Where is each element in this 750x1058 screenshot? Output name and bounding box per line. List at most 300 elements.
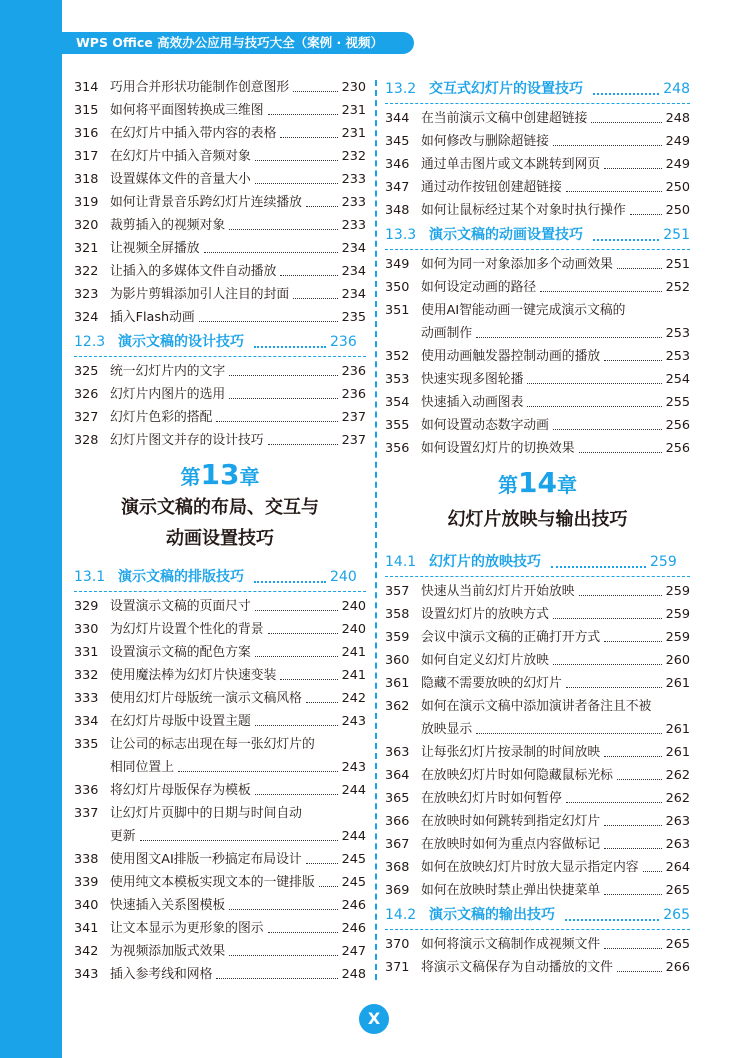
entry-number: 335 bbox=[74, 737, 99, 752]
leader-dots bbox=[268, 932, 338, 933]
toc-entry[interactable] bbox=[74, 687, 366, 710]
toc-entry[interactable] bbox=[74, 710, 366, 733]
entry-title: 插入Flash动画 bbox=[110, 310, 195, 325]
section-page: 248 bbox=[663, 81, 690, 97]
toc-entry[interactable] bbox=[385, 391, 690, 414]
leader-dots bbox=[593, 93, 659, 95]
entry-page: 244 bbox=[341, 829, 366, 844]
entry-number: 330 bbox=[74, 622, 99, 637]
entry-page: 253 bbox=[665, 349, 690, 364]
entry-number: 315 bbox=[74, 103, 99, 118]
chapter-label bbox=[74, 458, 366, 492]
entry-number: 349 bbox=[385, 257, 410, 272]
entry-number: 339 bbox=[74, 875, 99, 890]
entry-page: 237 bbox=[341, 433, 366, 448]
entry-page: 236 bbox=[341, 387, 366, 402]
entry-number: 341 bbox=[74, 921, 99, 936]
entry-number: 316 bbox=[74, 126, 99, 141]
entry-page: 259 bbox=[665, 630, 690, 645]
chapter-title: 动画设置技巧 bbox=[166, 528, 274, 549]
toc-entry[interactable] bbox=[74, 894, 366, 917]
section-title: 幻灯片的放映技巧 bbox=[429, 554, 541, 570]
entry-number: 329 bbox=[74, 599, 99, 614]
page-number-badge: X bbox=[359, 1004, 389, 1034]
toc-entry[interactable] bbox=[74, 383, 366, 406]
entry-number: 363 bbox=[385, 745, 410, 760]
entry-number: 332 bbox=[74, 668, 99, 683]
leader-dots bbox=[229, 229, 337, 230]
toc-entry[interactable] bbox=[74, 122, 366, 145]
toc-entry-continued[interactable] bbox=[385, 322, 690, 345]
entry-title: 在放映时如何跳转到指定幻灯片 bbox=[421, 814, 601, 829]
page-edge-bar bbox=[0, 0, 62, 1058]
toc-entry[interactable] bbox=[74, 917, 366, 940]
leader-dots bbox=[268, 114, 338, 115]
entry-number: 320 bbox=[74, 218, 99, 233]
entry-page: 244 bbox=[341, 783, 366, 798]
toc-entry[interactable] bbox=[385, 956, 690, 979]
toc-entry[interactable] bbox=[385, 199, 690, 222]
toc-entry[interactable] bbox=[74, 871, 366, 894]
entry-number: 333 bbox=[74, 691, 99, 706]
entry-page: 234 bbox=[341, 264, 366, 279]
entry-number: 331 bbox=[74, 645, 99, 660]
entry-title: 如何将演示文稿制作成视频文件 bbox=[421, 937, 601, 952]
entry-page: 266 bbox=[665, 960, 690, 975]
leader-dots bbox=[553, 618, 662, 619]
entry-title: 如何设置动态数字动画 bbox=[421, 418, 549, 433]
entry-page: 249 bbox=[665, 134, 690, 149]
entry-number: 353 bbox=[385, 372, 410, 387]
entry-title: 通过动作按钮创建超链接 bbox=[421, 180, 562, 195]
section-number: 12.3 bbox=[74, 334, 106, 350]
entry-page: 256 bbox=[665, 441, 690, 456]
section-title: 演示文稿的动画设置技巧 bbox=[429, 227, 583, 243]
entry-title: 快速实现多图轮播 bbox=[421, 372, 524, 387]
entry-title: 如何设置幻灯片的切换效果 bbox=[421, 441, 575, 456]
section-title: 演示文稿的排版技巧 bbox=[118, 569, 244, 585]
entry-page: 241 bbox=[341, 645, 366, 660]
toc-list bbox=[385, 933, 690, 979]
toc-entry[interactable] bbox=[385, 414, 690, 437]
leader-dots bbox=[604, 894, 661, 895]
section-title: 演示文稿的输出技巧 bbox=[429, 907, 555, 923]
entry-page: 250 bbox=[665, 180, 690, 195]
toc-entry[interactable] bbox=[74, 802, 366, 825]
entry-title: 在幻灯片中插入音频对象 bbox=[110, 149, 251, 164]
chapter-prefix: 第 bbox=[180, 465, 201, 489]
entry-page: 243 bbox=[341, 714, 366, 729]
entry-page: 265 bbox=[665, 937, 690, 952]
toc-entry[interactable] bbox=[385, 672, 690, 695]
toc-entry[interactable] bbox=[74, 260, 366, 283]
toc-entry-continued[interactable] bbox=[74, 756, 366, 779]
toc-entry[interactable] bbox=[74, 283, 366, 306]
toc-right-column bbox=[385, 76, 690, 979]
leader-dots bbox=[280, 679, 337, 680]
toc-entry[interactable] bbox=[74, 99, 366, 122]
section-number: 13.1 bbox=[74, 569, 106, 585]
column-divider bbox=[375, 80, 377, 980]
toc-entry[interactable] bbox=[74, 848, 366, 871]
leader-dots bbox=[229, 909, 337, 910]
leader-dots bbox=[604, 948, 661, 949]
toc-list bbox=[385, 253, 690, 299]
leader-dots bbox=[306, 206, 338, 207]
leader-dots bbox=[306, 702, 338, 703]
toc-entry[interactable] bbox=[74, 963, 366, 986]
entry-page: 249 bbox=[665, 157, 690, 172]
entry-title: 如何让鼠标经过某个对象时执行操作 bbox=[421, 203, 626, 218]
toc-entry-continued[interactable] bbox=[74, 825, 366, 848]
entry-title: 快速从当前幻灯片开始放映 bbox=[421, 584, 575, 599]
leader-dots bbox=[229, 398, 337, 399]
entry-number: 321 bbox=[74, 241, 99, 256]
leader-dots bbox=[319, 886, 338, 887]
entry-title: 幻灯片色彩的搭配 bbox=[110, 410, 213, 425]
entry-title: 让公司的标志出现在每一张幻灯片的 bbox=[110, 737, 315, 752]
entry-number: 357 bbox=[385, 584, 410, 599]
entry-title: 如何为同一对象添加多个动画效果 bbox=[421, 257, 613, 272]
entry-title: 动画制作 bbox=[421, 326, 473, 341]
toc-entry[interactable] bbox=[385, 603, 690, 626]
leader-dots bbox=[178, 771, 338, 772]
entry-title: 如何让背景音乐跨幻灯片连续播放 bbox=[110, 195, 302, 210]
leader-dots bbox=[255, 160, 338, 161]
toc-entry[interactable] bbox=[74, 306, 366, 329]
leader-dots bbox=[306, 863, 338, 864]
entry-title: 隐藏不需要放映的幻灯片 bbox=[421, 676, 562, 691]
entry-number: 348 bbox=[385, 203, 410, 218]
toc-entry[interactable] bbox=[385, 437, 690, 460]
entry-page: 264 bbox=[665, 860, 690, 875]
entry-page: 261 bbox=[665, 676, 690, 691]
leader-dots bbox=[540, 291, 661, 292]
entry-number: 361 bbox=[385, 676, 410, 691]
entry-number: 314 bbox=[74, 80, 99, 95]
toc-entry[interactable] bbox=[385, 856, 690, 879]
leader-dots bbox=[255, 794, 338, 795]
entry-page: 233 bbox=[341, 218, 366, 233]
entry-number: 343 bbox=[74, 967, 99, 982]
entry-number: 369 bbox=[385, 883, 410, 898]
entry-page: 263 bbox=[665, 837, 690, 852]
toc-entry[interactable] bbox=[74, 733, 366, 756]
leader-dots bbox=[604, 848, 661, 849]
section-page: 259 bbox=[650, 554, 677, 570]
section-title: 演示文稿的设计技巧 bbox=[118, 334, 244, 350]
chapter-heading bbox=[385, 466, 690, 535]
leader-dots bbox=[216, 978, 337, 979]
entry-title: 统一幻灯片内的文字 bbox=[110, 364, 226, 379]
leader-dots bbox=[229, 955, 337, 956]
entry-page: 231 bbox=[341, 126, 366, 141]
entry-title: 如何修改与删除超链接 bbox=[421, 134, 549, 149]
entry-title: 如何在放映时禁止弹出快捷菜单 bbox=[421, 883, 601, 898]
entry-page: 245 bbox=[341, 852, 366, 867]
toc-entry[interactable] bbox=[74, 360, 366, 383]
entry-title: 让幻灯片页脚中的日期与时间自动 bbox=[110, 806, 302, 821]
chapter-title: 演示文稿的布局、交互与 bbox=[121, 497, 319, 518]
entry-number: 365 bbox=[385, 791, 410, 806]
toc-list bbox=[385, 107, 690, 222]
leader-dots bbox=[566, 191, 662, 192]
toc-list bbox=[74, 595, 366, 733]
entry-title: 通过单击图片或文本跳转到网页 bbox=[421, 157, 601, 172]
entry-title: 如何在演示文稿中添加演讲者备注且不被 bbox=[421, 699, 652, 714]
entry-page: 246 bbox=[341, 921, 366, 936]
toc-entry[interactable] bbox=[385, 153, 690, 176]
entry-number: 355 bbox=[385, 418, 410, 433]
toc-entry[interactable] bbox=[385, 299, 690, 322]
entry-number: 344 bbox=[385, 111, 410, 126]
header-band bbox=[62, 0, 750, 32]
leader-dots bbox=[199, 321, 338, 322]
toc-entry[interactable] bbox=[385, 107, 690, 130]
entry-page: 261 bbox=[665, 745, 690, 760]
entry-title: 设置幻灯片的放映方式 bbox=[421, 607, 549, 622]
entry-page: 233 bbox=[341, 172, 366, 187]
entry-page: 263 bbox=[665, 814, 690, 829]
entry-title: 在当前演示文稿中创建超链接 bbox=[421, 111, 588, 126]
toc-entry[interactable] bbox=[385, 130, 690, 153]
leader-dots bbox=[565, 919, 659, 921]
toc-entry[interactable] bbox=[385, 626, 690, 649]
entry-number: 323 bbox=[74, 287, 99, 302]
entry-title: 使用纯文本模板实现文本的一键排版 bbox=[110, 875, 315, 890]
entry-title: 设置媒体文件的音量大小 bbox=[110, 172, 251, 187]
entry-number: 368 bbox=[385, 860, 410, 875]
toc-entry[interactable] bbox=[385, 345, 690, 368]
entry-page: 250 bbox=[665, 203, 690, 218]
entry-page: 259 bbox=[665, 607, 690, 622]
entry-page: 261 bbox=[665, 722, 690, 737]
chapter-prefix: 第 bbox=[498, 473, 519, 497]
entry-title: 快速插入关系图模板 bbox=[110, 898, 226, 913]
entry-title: 让插入的多媒体文件自动播放 bbox=[110, 264, 277, 279]
entry-number: 317 bbox=[74, 149, 99, 164]
toc-list bbox=[385, 345, 690, 460]
toc-section-heading[interactable] bbox=[385, 902, 690, 930]
leader-dots bbox=[293, 298, 337, 299]
toc-list bbox=[385, 741, 690, 902]
entry-page: 256 bbox=[665, 418, 690, 433]
leader-dots bbox=[255, 725, 338, 726]
leader-dots bbox=[551, 566, 646, 568]
entry-page: 255 bbox=[665, 395, 690, 410]
toc-list bbox=[74, 76, 366, 329]
entry-title: 将演示文稿保存为自动播放的文件 bbox=[421, 960, 613, 975]
entry-page: 247 bbox=[341, 944, 366, 959]
entry-title: 使用幻灯片母版统一演示文稿风格 bbox=[110, 691, 302, 706]
entry-number: 325 bbox=[74, 364, 99, 379]
toc-entry[interactable] bbox=[74, 214, 366, 237]
toc-section-heading[interactable] bbox=[385, 549, 690, 577]
entry-page: 253 bbox=[665, 326, 690, 341]
entry-page: 234 bbox=[341, 241, 366, 256]
entry-page: 243 bbox=[341, 760, 366, 775]
leader-dots bbox=[553, 664, 662, 665]
leader-dots bbox=[527, 383, 661, 384]
toc-entry[interactable] bbox=[385, 741, 690, 764]
entry-page: 252 bbox=[665, 280, 690, 295]
entry-number: 338 bbox=[74, 852, 99, 867]
toc-entry[interactable] bbox=[385, 580, 690, 603]
toc-entry[interactable] bbox=[385, 649, 690, 672]
entry-page: 248 bbox=[341, 967, 366, 982]
leader-dots bbox=[604, 360, 661, 361]
entry-number: 334 bbox=[74, 714, 99, 729]
leader-dots bbox=[643, 871, 662, 872]
entry-page: 262 bbox=[665, 791, 690, 806]
leader-dots bbox=[140, 840, 338, 841]
toc-entry[interactable] bbox=[385, 253, 690, 276]
entry-number: 371 bbox=[385, 960, 410, 975]
leader-dots bbox=[604, 756, 661, 757]
leader-dots bbox=[617, 268, 662, 269]
toc-entry[interactable] bbox=[74, 429, 366, 452]
leader-dots bbox=[255, 610, 338, 611]
entry-title: 在放映幻灯片时如何隐藏鼠标光标 bbox=[421, 768, 613, 783]
chapter-number: 14 bbox=[518, 466, 557, 499]
toc-list bbox=[385, 580, 690, 695]
entry-page: 245 bbox=[341, 875, 366, 890]
entry-page: 231 bbox=[341, 103, 366, 118]
entry-page: 241 bbox=[341, 668, 366, 683]
toc-entry[interactable] bbox=[74, 145, 366, 168]
toc-section-heading[interactable] bbox=[74, 564, 366, 592]
entry-title: 为视频添加版式效果 bbox=[110, 944, 226, 959]
toc-entry[interactable] bbox=[385, 276, 690, 299]
toc-entry[interactable] bbox=[74, 191, 366, 214]
leader-dots bbox=[604, 825, 661, 826]
entry-title: 为影片剪辑添加引人注目的封面 bbox=[110, 287, 290, 302]
toc-entry[interactable] bbox=[74, 168, 366, 191]
leader-dots bbox=[617, 779, 662, 780]
toc-entry[interactable] bbox=[74, 664, 366, 687]
leader-dots bbox=[280, 137, 337, 138]
leader-dots bbox=[566, 687, 662, 688]
leader-dots bbox=[604, 641, 661, 642]
toc-entry[interactable] bbox=[74, 76, 366, 99]
toc-entry[interactable] bbox=[74, 406, 366, 429]
chapter-suffix: 章 bbox=[239, 465, 260, 489]
leader-dots bbox=[579, 452, 662, 453]
entry-number: 347 bbox=[385, 180, 410, 195]
entry-number: 354 bbox=[385, 395, 410, 410]
leader-dots bbox=[593, 239, 659, 241]
entry-title: 幻灯片内图片的选用 bbox=[110, 387, 226, 402]
toc-entry[interactable] bbox=[385, 764, 690, 787]
entry-title: 使用图文AI排版一秒搞定布局设计 bbox=[110, 852, 302, 867]
entry-title: 在幻灯片母版中设置主题 bbox=[110, 714, 251, 729]
leader-dots bbox=[476, 337, 661, 338]
toc-section-heading[interactable] bbox=[74, 329, 366, 357]
entry-page: 259 bbox=[665, 584, 690, 599]
leader-dots bbox=[229, 375, 337, 376]
toc-section-heading[interactable] bbox=[385, 76, 690, 104]
entry-page: 234 bbox=[341, 287, 366, 302]
toc-entry[interactable] bbox=[74, 779, 366, 802]
entry-title: 插入参考线和网格 bbox=[110, 967, 213, 982]
entry-title: 放映显示 bbox=[421, 722, 473, 737]
entry-number: 351 bbox=[385, 303, 410, 318]
entry-page: 265 bbox=[665, 883, 690, 898]
entry-number: 318 bbox=[74, 172, 99, 187]
leader-dots bbox=[255, 183, 338, 184]
toc-list bbox=[74, 848, 366, 986]
toc-entry[interactable] bbox=[385, 787, 690, 810]
chapter-title: 幻灯片放映与输出技巧 bbox=[447, 509, 628, 530]
chapter-suffix: 章 bbox=[556, 473, 577, 497]
toc-entry[interactable] bbox=[385, 879, 690, 902]
entry-number: 362 bbox=[385, 699, 410, 714]
toc-entry[interactable] bbox=[385, 695, 690, 718]
entry-number: 340 bbox=[74, 898, 99, 913]
entry-page: 237 bbox=[341, 410, 366, 425]
toc-entry[interactable] bbox=[74, 595, 366, 618]
toc-entry[interactable] bbox=[385, 810, 690, 833]
toc-entry-continued[interactable] bbox=[385, 718, 690, 741]
entry-number: 356 bbox=[385, 441, 410, 456]
toc-entry[interactable] bbox=[74, 618, 366, 641]
leader-dots bbox=[617, 971, 662, 972]
entry-page: 242 bbox=[341, 691, 366, 706]
toc-entry[interactable] bbox=[74, 641, 366, 664]
entry-title: 如何将平面图转换成三维图 bbox=[110, 103, 264, 118]
entry-page: 254 bbox=[665, 372, 690, 387]
entry-number: 345 bbox=[385, 134, 410, 149]
toc-section-heading[interactable] bbox=[385, 222, 690, 250]
leader-dots bbox=[553, 145, 662, 146]
entry-title: 使用AI智能动画一键完成演示文稿的 bbox=[421, 303, 626, 318]
toc-left-column bbox=[74, 76, 366, 986]
entry-title: 幻灯片图文并存的设计技巧 bbox=[110, 433, 264, 448]
entry-page: 230 bbox=[341, 80, 366, 95]
leader-dots bbox=[216, 421, 337, 422]
entry-title: 使用动画触发器控制动画的播放 bbox=[421, 349, 601, 364]
toc-entry[interactable] bbox=[385, 176, 690, 199]
entry-title: 让每张幻灯片按录制的时间放映 bbox=[421, 745, 601, 760]
entry-title: 如何在放映幻灯片时放大显示指定内容 bbox=[421, 860, 639, 875]
leader-dots bbox=[566, 802, 662, 803]
leader-dots bbox=[591, 122, 661, 123]
entry-title: 如何自定义幻灯片放映 bbox=[421, 653, 549, 668]
entry-number: 327 bbox=[74, 410, 99, 425]
toc-entry[interactable] bbox=[385, 833, 690, 856]
section-page: 265 bbox=[663, 907, 690, 923]
entry-page: 262 bbox=[665, 768, 690, 783]
entry-title: 快速插入动画图表 bbox=[421, 395, 524, 410]
section-page: 240 bbox=[330, 569, 357, 585]
toc-entry[interactable] bbox=[385, 933, 690, 956]
entry-number: 319 bbox=[74, 195, 99, 210]
toc-entry[interactable] bbox=[74, 237, 366, 260]
section-number: 13.2 bbox=[385, 81, 417, 97]
toc-entry[interactable] bbox=[385, 368, 690, 391]
leader-dots bbox=[254, 346, 326, 348]
leader-dots bbox=[293, 91, 337, 92]
entry-title: 在放映时如何为重点内容做标记 bbox=[421, 837, 601, 852]
entry-number: 324 bbox=[74, 310, 99, 325]
entry-page: 248 bbox=[665, 111, 690, 126]
entry-title: 在放映幻灯片时如何暂停 bbox=[421, 791, 562, 806]
toc-entry[interactable] bbox=[74, 940, 366, 963]
entry-title: 设置演示文稿的页面尺寸 bbox=[110, 599, 251, 614]
entry-number: 346 bbox=[385, 157, 410, 172]
entry-title: 更新 bbox=[110, 829, 136, 844]
entry-number: 350 bbox=[385, 280, 410, 295]
